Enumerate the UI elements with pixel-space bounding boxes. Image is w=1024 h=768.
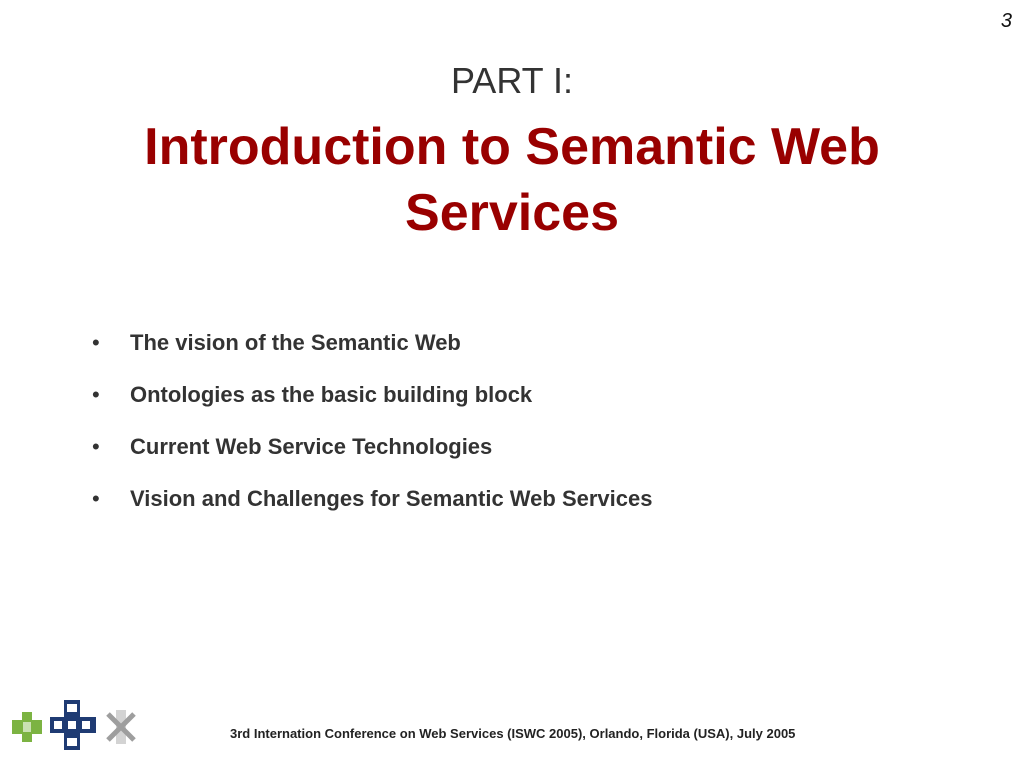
- bullet-text: Current Web Service Technologies: [130, 434, 493, 459]
- slide-number: 3: [1000, 10, 1012, 32]
- bullet-icon: •: [92, 434, 100, 459]
- slide-title: Introduction to Semantic Web Services: [144, 118, 880, 242]
- bullet-text: The vision of the Semantic Web: [130, 330, 461, 355]
- bullet-icon: •: [92, 382, 100, 407]
- bullet-text: Vision and Challenges for Semantic Web Services: [130, 486, 653, 511]
- blue-cross-logo-icon: [50, 700, 96, 750]
- bullet-list: [92, 330, 652, 538]
- bullet-icon: •: [92, 486, 100, 511]
- list-item: [92, 330, 652, 382]
- list-item: [92, 382, 652, 434]
- list-item: [92, 486, 652, 538]
- green-cross-logo-icon: [12, 712, 42, 742]
- part-label: PART I:: [450, 60, 574, 101]
- footer-text: 3rd Internation Conference on Web Services (ISWC 2005), Orlando, Florida (USA), July 2005: [230, 726, 796, 741]
- list-item: [92, 434, 652, 486]
- grey-x-logo-icon: [108, 710, 134, 744]
- bullet-text: Ontologies as the basic building block: [130, 382, 533, 407]
- bullet-icon: •: [92, 330, 100, 355]
- conference-logos: [12, 698, 142, 752]
